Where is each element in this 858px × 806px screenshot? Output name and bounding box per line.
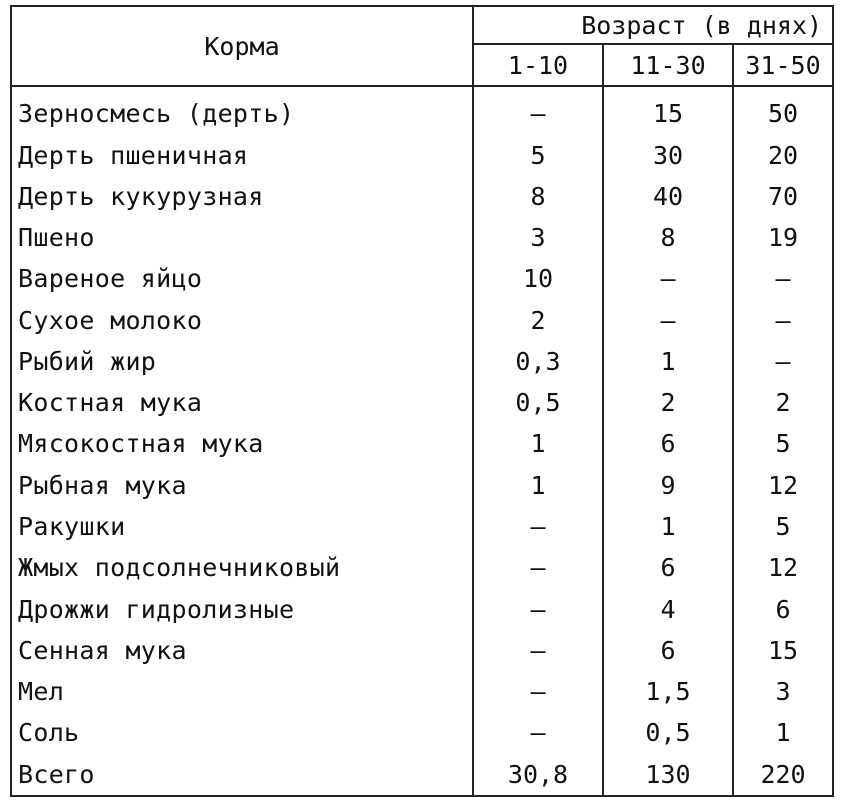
table-body xyxy=(11,86,833,796)
feed-name-cell: Дерть пшеничная xyxy=(11,135,473,176)
feed-name-cell: Мясокостная мука xyxy=(11,423,473,464)
amount-cell: 5 xyxy=(733,506,833,547)
feed-name-cell: Жмых подсолнечниковый xyxy=(11,547,473,588)
amount-cell: 3 xyxy=(733,671,833,712)
amount-cell: — xyxy=(603,300,733,341)
amount-cell: 1 xyxy=(473,423,603,464)
amount-cell: — xyxy=(733,300,833,341)
amount-cell: 0,5 xyxy=(473,382,603,423)
amount-cell: 10 xyxy=(473,258,603,299)
amount-cell: 1 xyxy=(473,465,603,506)
amount-cell: — xyxy=(473,547,603,588)
amount-cell: 2 xyxy=(603,382,733,423)
table-row xyxy=(11,712,833,753)
amount-cell: — xyxy=(733,341,833,382)
amount-cell: 8 xyxy=(603,217,733,258)
amount-cell: 1 xyxy=(733,712,833,753)
amount-cell: 30,8 xyxy=(473,753,603,796)
feed-name-cell: Рыбная мука xyxy=(11,465,473,506)
table-row xyxy=(11,465,833,506)
amount-cell: 50 xyxy=(733,86,833,135)
table-row xyxy=(11,86,833,135)
feed-name-cell: Зерносмесь (дерть) xyxy=(11,86,473,135)
table-row xyxy=(11,671,833,712)
amount-cell: 6 xyxy=(603,630,733,671)
amount-cell: 6 xyxy=(733,588,833,629)
amount-cell: — xyxy=(473,630,603,671)
amount-cell: 130 xyxy=(603,753,733,796)
amount-cell: 6 xyxy=(603,423,733,464)
amount-cell: 1,5 xyxy=(603,671,733,712)
feed-ration-table xyxy=(10,5,834,797)
amount-cell: — xyxy=(473,588,603,629)
amount-cell: 1 xyxy=(603,506,733,547)
table-row xyxy=(11,300,833,341)
header-age: Возраст (в днях) xyxy=(473,6,833,44)
header-age-group: 1-10 xyxy=(473,44,603,86)
amount-cell: 40 xyxy=(603,176,733,217)
table-row xyxy=(11,506,833,547)
amount-cell: 2 xyxy=(733,382,833,423)
amount-cell: 3 xyxy=(473,217,603,258)
table-row xyxy=(11,630,833,671)
table-row xyxy=(11,135,833,176)
table-row xyxy=(11,382,833,423)
amount-cell: 0,3 xyxy=(473,341,603,382)
amount-cell: — xyxy=(473,712,603,753)
feed-name-cell: Вареное яйцо xyxy=(11,258,473,299)
table-header xyxy=(11,6,833,86)
amount-cell: 20 xyxy=(733,135,833,176)
amount-cell: 5 xyxy=(473,135,603,176)
amount-cell: 8 xyxy=(473,176,603,217)
table-row xyxy=(11,547,833,588)
amount-cell: — xyxy=(603,258,733,299)
amount-cell: 15 xyxy=(603,86,733,135)
amount-cell: 12 xyxy=(733,465,833,506)
feed-name-cell: Мел xyxy=(11,671,473,712)
amount-cell: 9 xyxy=(603,465,733,506)
feed-name-cell: Сенная мука xyxy=(11,630,473,671)
feed-name-cell: Пшено xyxy=(11,217,473,258)
feed-name-cell: Дрожжи гидролизные xyxy=(11,588,473,629)
amount-cell: — xyxy=(473,86,603,135)
table-row xyxy=(11,423,833,464)
table-row xyxy=(11,258,833,299)
table-row xyxy=(11,753,833,796)
amount-cell: — xyxy=(473,671,603,712)
feed-name-cell: Ракушки xyxy=(11,506,473,547)
feed-name-cell: Костная мука xyxy=(11,382,473,423)
amount-cell: 0,5 xyxy=(603,712,733,753)
feed-name-cell: Дерть кукурузная xyxy=(11,176,473,217)
table-row xyxy=(11,176,833,217)
amount-cell: 19 xyxy=(733,217,833,258)
feed-name-cell: Рыбий жир xyxy=(11,341,473,382)
table-row xyxy=(11,341,833,382)
amount-cell: 70 xyxy=(733,176,833,217)
amount-cell: 1 xyxy=(603,341,733,382)
header-age-group: 31-50 xyxy=(733,44,833,86)
table-row xyxy=(11,217,833,258)
header-age-group: 11-30 xyxy=(603,44,733,86)
feed-name-cell: Всего xyxy=(11,753,473,796)
amount-cell: — xyxy=(733,258,833,299)
amount-cell: 6 xyxy=(603,547,733,588)
feed-name-cell: Сухое молоко xyxy=(11,300,473,341)
amount-cell: 5 xyxy=(733,423,833,464)
amount-cell: 2 xyxy=(473,300,603,341)
table-row xyxy=(11,588,833,629)
amount-cell: 15 xyxy=(733,630,833,671)
feed-name-cell: Соль xyxy=(11,712,473,753)
amount-cell: 220 xyxy=(733,753,833,796)
header-feed: Корма xyxy=(11,6,473,86)
amount-cell: — xyxy=(473,506,603,547)
amount-cell: 12 xyxy=(733,547,833,588)
amount-cell: 4 xyxy=(603,588,733,629)
amount-cell: 30 xyxy=(603,135,733,176)
